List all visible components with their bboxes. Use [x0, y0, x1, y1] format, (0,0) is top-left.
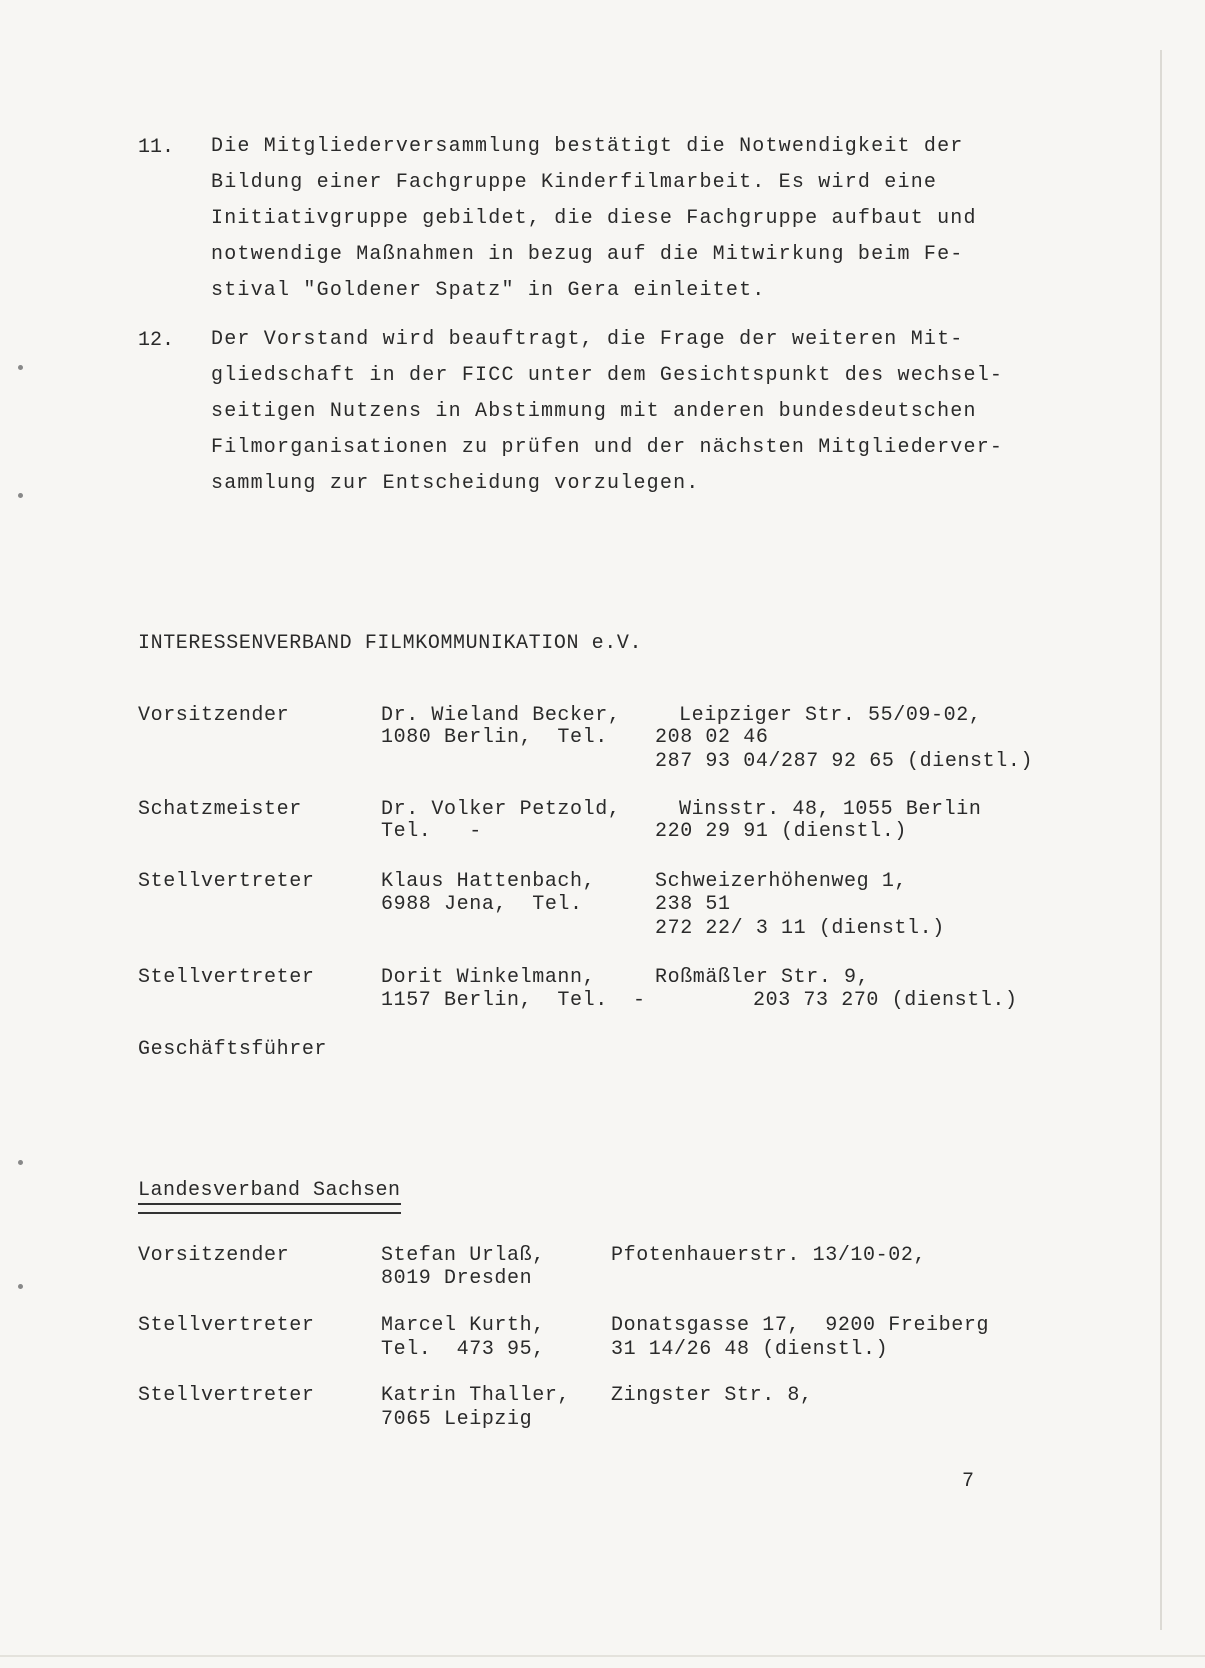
- member-name: Stefan Urlaß,: [381, 1244, 545, 1267]
- member-name: Dr. Volker Petzold,: [381, 798, 621, 821]
- hole-punch-mark: [18, 1284, 23, 1289]
- page-edge-right: [1160, 50, 1162, 1630]
- page-number: 7: [962, 1470, 975, 1493]
- member-name: Katrin Thaller,: [381, 1384, 571, 1407]
- member-phone-work: 220 29 91 (dienstl.): [655, 820, 908, 843]
- paragraph-line: Die Mitgliederversammlung bestätigt die Notwendigkeit der: [211, 135, 964, 158]
- member-city: Tel. -: [381, 820, 482, 843]
- paragraph-line: gliedschaft in der FICC unter dem Gesichtspunkt des wechsel-: [211, 364, 1004, 387]
- paragraph-line: sammlung zur Entscheidung vorzulegen.: [211, 472, 700, 495]
- section-heading-interessenverband: INTERESSENVERBAND FILMKOMMUNIKATION e.V.: [138, 632, 643, 655]
- member-phone-work: 287 93 04/287 92 65 (dienstl.): [655, 750, 1034, 773]
- member-address: Roßmäßler Str. 9,: [655, 966, 870, 989]
- role-label: Stellvertreter: [138, 1314, 315, 1337]
- member-name: Dr. Wieland Becker,: [381, 704, 621, 727]
- member-city: 7065 Leipzig: [381, 1408, 533, 1431]
- member-name: Dorit Winkelmann,: [381, 966, 596, 989]
- page-edge-bottom: [0, 1655, 1205, 1657]
- role-label: Geschäftsführer: [138, 1038, 328, 1061]
- role-label: Schatzmeister: [138, 798, 302, 821]
- paragraph-number: 12.: [138, 329, 175, 352]
- member-phone: 208 02 46: [655, 726, 769, 749]
- member-phone-work: 31 14/26 48 (dienstl.): [611, 1338, 889, 1361]
- member-address: Donatsgasse 17, 9200 Freiberg: [611, 1314, 990, 1337]
- role-label: Vorsitzender: [138, 1244, 290, 1267]
- section-heading-text: Landesverband Sachsen: [138, 1179, 401, 1202]
- role-label: Stellvertreter: [138, 1384, 315, 1407]
- member-name: Klaus Hattenbach,: [381, 870, 596, 893]
- double-underline: [138, 1203, 401, 1214]
- member-address: Pfotenhauerstr. 13/10-02,: [611, 1244, 927, 1267]
- member-name: Marcel Kurth,: [381, 1314, 545, 1337]
- member-phone: 238 51: [655, 893, 731, 916]
- paragraph-line: Bildung einer Fachgruppe Kinderfilmarbeit. Es wird eine: [211, 171, 938, 194]
- member-city: 6988 Jena, Tel.: [381, 893, 583, 916]
- paragraph-line: Initiativgruppe gebildet, die diese Fachgruppe aufbaut und: [211, 207, 977, 230]
- paragraph-number: 11.: [138, 136, 175, 159]
- member-phone: Tel. 473 95,: [381, 1338, 545, 1361]
- member-phone-work: 203 73 270 (dienstl.): [753, 989, 1018, 1012]
- paragraph-line: stival "Goldener Spatz" in Gera einleitet.: [211, 279, 766, 302]
- paragraph-line: Filmorganisationen zu prüfen und der nächsten Mitgliederver-: [211, 436, 1004, 459]
- hole-punch-mark: [18, 1160, 23, 1165]
- member-address: Leipziger Str. 55/09-02,: [679, 704, 982, 727]
- role-label: Vorsitzender: [138, 704, 290, 727]
- hole-punch-mark: [18, 365, 23, 370]
- role-label: Stellvertreter: [138, 870, 315, 893]
- section-heading-landesverband: [138, 1180, 401, 1214]
- paragraph-12: [211, 322, 1071, 502]
- member-address: Zingster Str. 8,: [611, 1384, 813, 1407]
- hole-punch-mark: [18, 493, 23, 498]
- member-city: 8019 Dresden: [381, 1267, 533, 1290]
- paragraph-11: [211, 129, 1071, 309]
- member-city: 1080 Berlin, Tel.: [381, 726, 608, 749]
- member-phone-work: 272 22/ 3 11 (dienstl.): [655, 917, 945, 940]
- paragraph-line: seitigen Nutzens in Abstimmung mit anderen bundesdeutschen: [211, 400, 977, 423]
- paragraph-line: notwendige Maßnahmen in bezug auf die Mitwirkung beim Fe-: [211, 243, 964, 266]
- member-address: Winsstr. 48, 1055 Berlin: [679, 798, 982, 821]
- member-city: 1157 Berlin, Tel. -: [381, 989, 646, 1012]
- paragraph-line: Der Vorstand wird beauftragt, die Frage der weiteren Mit-: [211, 328, 964, 351]
- member-address: Schweizerhöhenweg 1,: [655, 870, 908, 893]
- role-label: Stellvertreter: [138, 966, 315, 989]
